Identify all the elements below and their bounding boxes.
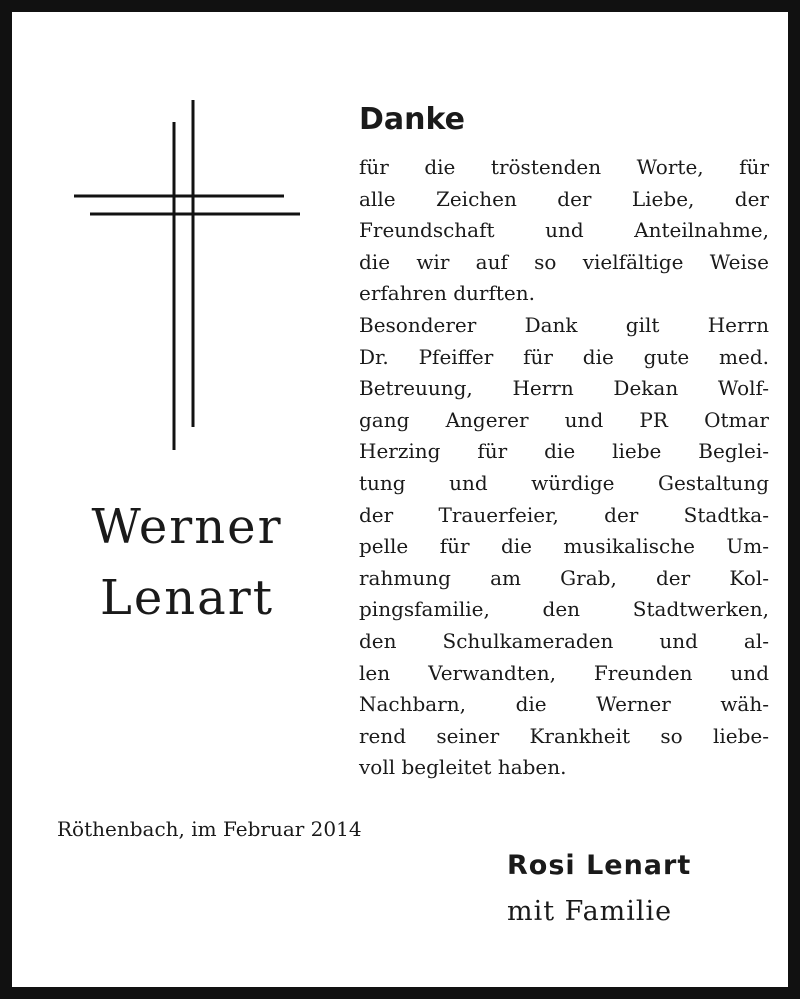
text-line: die wir auf so vielfältige Weise: [359, 249, 769, 274]
text-line: Besonderer Dank gilt Herrn: [359, 312, 769, 337]
text-line: pingsfamilie, den Stadtwerken,: [359, 597, 769, 622]
text-line: Nachbarn, die Werner wäh-: [359, 692, 769, 717]
text-line: der Trauerfeier, der Stadtka-: [359, 502, 769, 527]
signature-subline: mit Familie: [507, 896, 673, 927]
text-line: pelle für die musikalische Um-: [359, 534, 769, 559]
text-line: rend seiner Krankheit so liebe-: [359, 723, 769, 748]
text-line: len Verwandten, Freunden und: [359, 660, 769, 685]
text-line: Betreuung, Herrn Dekan Wolf-: [359, 376, 769, 401]
text-line: Dr. Pfeiffer für die gute med.: [359, 344, 769, 369]
notice-heading: Danke: [359, 102, 465, 137]
deceased-first-name: Werner: [91, 499, 283, 555]
text-line: rahmung am Grab, der Kol-: [359, 565, 769, 590]
place-date: Röthenbach, im Februar 2014: [57, 817, 362, 841]
thanks-text: [359, 152, 769, 784]
text-line: alle Zeichen der Liebe, der: [359, 186, 769, 211]
text-line: tung und würdige Gestaltung: [359, 470, 769, 495]
text-line: Freundschaft und Anteilnahme,: [359, 218, 769, 243]
text-line: Herzing für die liebe Beglei-: [359, 439, 769, 464]
signature-name: Rosi Lenart: [507, 850, 692, 881]
text-line: gang Angerer und PR Otmar: [359, 407, 769, 432]
text-line: erfahren durften.: [359, 281, 535, 306]
cross-icon: [72, 100, 302, 455]
text-line: den Schulkameraden und al-: [359, 628, 769, 653]
text-line: voll begleitet haben.: [359, 755, 567, 780]
text-line: für die tröstenden Worte, für: [359, 155, 769, 179]
deceased-last-name: Lenart: [99, 570, 275, 626]
